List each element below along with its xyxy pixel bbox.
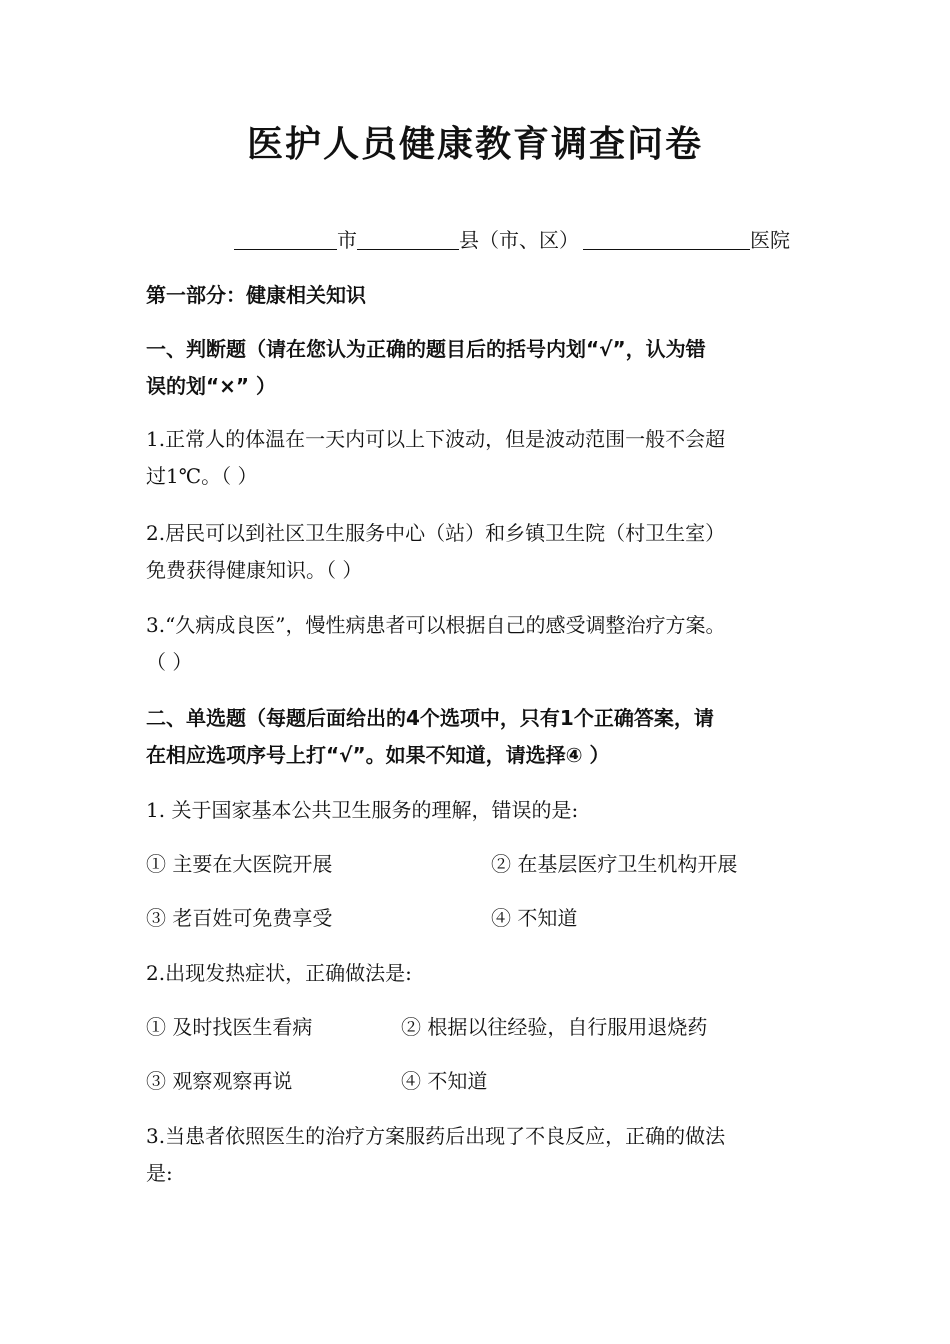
sc-q2-option-1[interactable]: ① 及时找医生看病 bbox=[146, 1015, 313, 1039]
tf-question-3 bbox=[146, 607, 806, 681]
sc-question-3-line1: 3.当患者依照医生的治疗方案服药后出现了不良反应，正确的做法 bbox=[146, 1124, 726, 1148]
tf-question-2 bbox=[146, 515, 806, 589]
sc-question-3-line2: 是: bbox=[146, 1161, 173, 1185]
single-choice-heading bbox=[146, 700, 806, 774]
hospital-blank[interactable] bbox=[583, 227, 750, 250]
sc-question-3 bbox=[146, 1118, 806, 1192]
sc-q1-option-4[interactable]: ④ 不知道 bbox=[491, 906, 578, 930]
county-label: 县（市、区） bbox=[459, 228, 579, 252]
true-false-heading bbox=[146, 331, 806, 405]
tf-question-2-line2: 免费获得健康知识。（ ） bbox=[146, 558, 363, 582]
tf-question-1-line2: 过1℃。（ ） bbox=[146, 464, 258, 488]
sc-q1-option-1[interactable]: ① 主要在大医院开展 bbox=[146, 852, 333, 876]
true-false-heading-line2: 误的划“×” ） bbox=[146, 374, 277, 398]
sc-q1-option-2[interactable]: ② 在基层医疗卫生机构开展 bbox=[491, 852, 738, 876]
sc-question-2-stem: 2.出现发热症状，正确做法是: bbox=[146, 961, 412, 985]
sc-q2-option-3[interactable]: ③ 观察观察再说 bbox=[146, 1069, 293, 1093]
single-choice-heading-line1: 二、单选题（每题后面给出的4个选项中，只有1个正确答案，请 bbox=[146, 706, 714, 730]
part-one-heading: 第一部分：健康相关知识 bbox=[146, 283, 366, 307]
sc-q1-option-3[interactable]: ③ 老百姓可免费享受 bbox=[146, 906, 333, 930]
county-blank[interactable] bbox=[357, 227, 459, 250]
hospital-label: 医院 bbox=[750, 228, 790, 252]
tf-question-2-line1: 2.居民可以到社区卫生服务中心（站）和乡镇卫生院（村卫生室） bbox=[146, 521, 726, 545]
single-choice-heading-line2: 在相应选项序号上打“√”。如果不知道，请选择④ ） bbox=[146, 743, 610, 767]
city-label: 市 bbox=[337, 228, 357, 252]
sc-q2-option-4[interactable]: ④ 不知道 bbox=[401, 1069, 488, 1093]
true-false-heading-line1: 一、判断题（请在您认为正确的题目后的括号内划“√”，认为错 bbox=[146, 337, 706, 361]
tf-question-3-line2: （ ） bbox=[146, 650, 193, 674]
location-line bbox=[234, 224, 790, 256]
sc-question-1-stem: 1. 关于国家基本公共卫生服务的理解，错误的是: bbox=[146, 798, 579, 822]
sc-q2-option-2[interactable]: ② 根据以往经验，自行服用退烧药 bbox=[401, 1015, 708, 1039]
tf-question-3-line1: 3.“久病成良医”，慢性病患者可以根据自己的感受调整治疗方案。 bbox=[146, 613, 726, 637]
tf-question-1-line1: 1.正常人的体温在一天内可以上下波动，但是波动范围一般不会超 bbox=[146, 427, 726, 451]
city-blank[interactable] bbox=[234, 227, 337, 250]
document-title: 医护人员健康教育调查问卷 bbox=[246, 123, 703, 165]
tf-question-1 bbox=[146, 421, 806, 495]
